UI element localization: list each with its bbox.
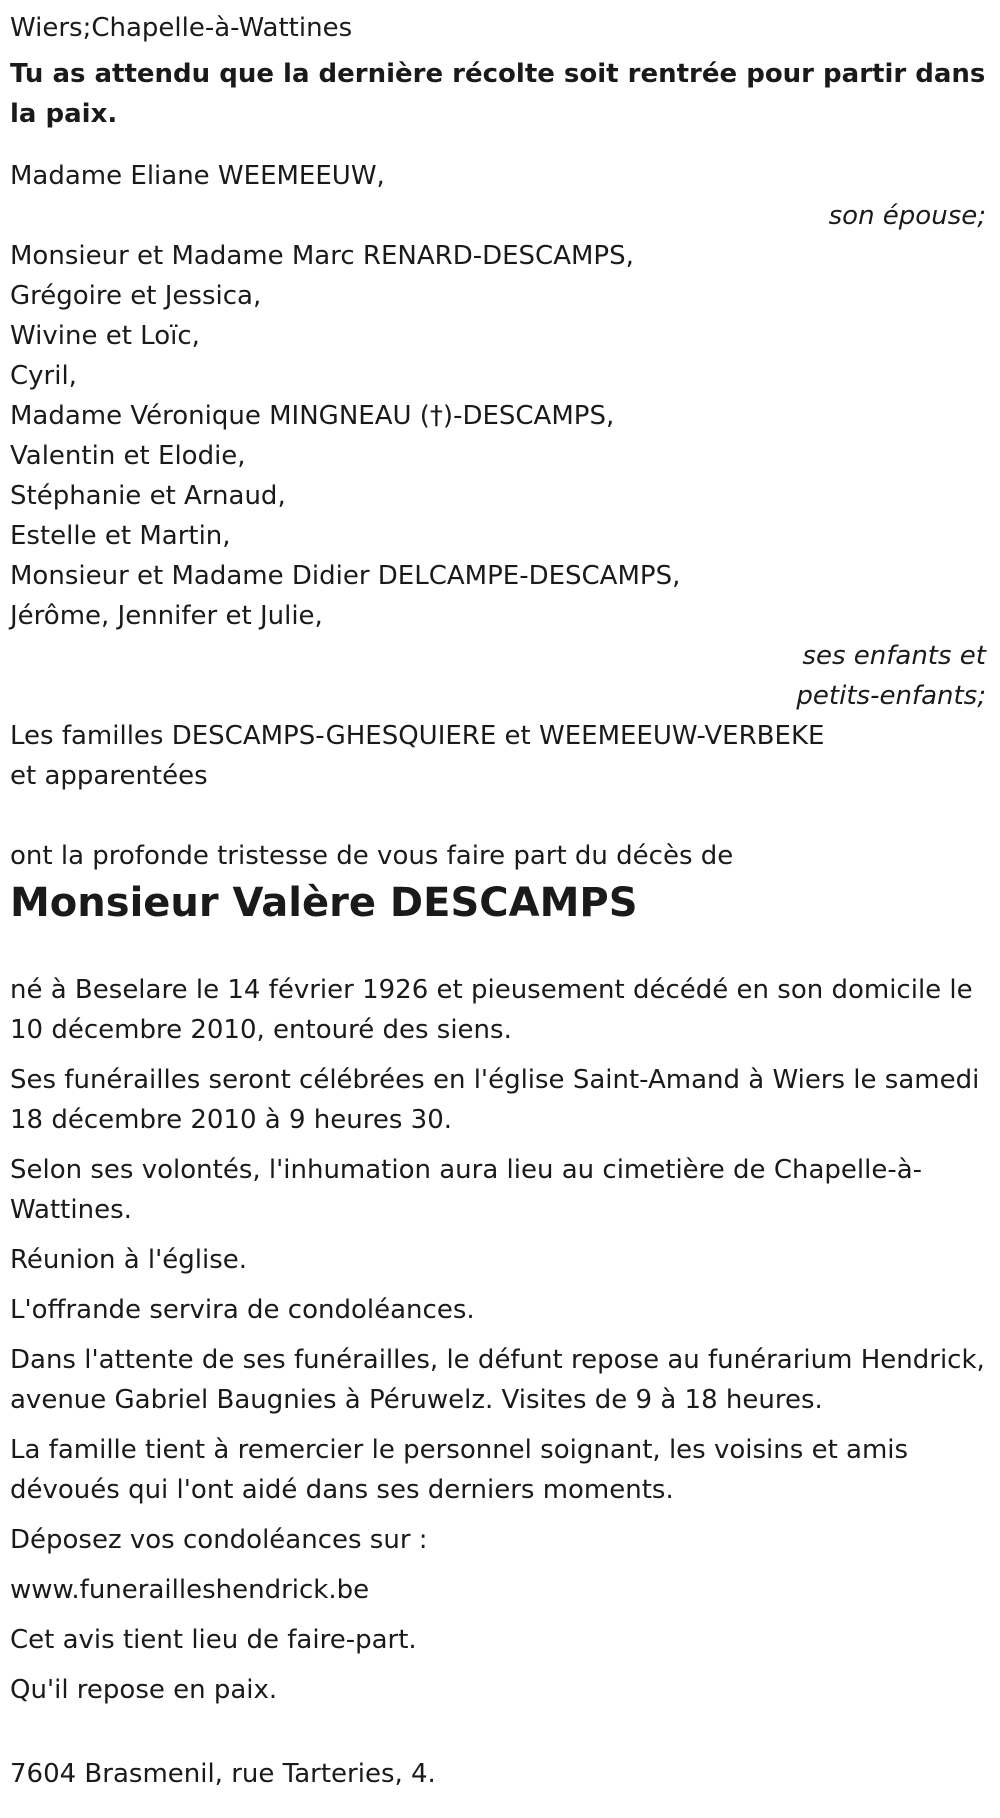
families-block (10, 716, 990, 796)
detail-paragraph: Déposez vos condoléances sur : (10, 1525, 428, 1555)
children-relation-line1: ses enfants et (802, 641, 986, 671)
children-relation-line2: petits-enfants; (796, 681, 986, 711)
epigraph: Tu as attendu que la dernière récolte soit rentrée pour partir dans la paix. (10, 59, 986, 129)
announcement: ont la profonde tristesse de vous faire part du décès de (10, 841, 734, 871)
families-line: Les familles DESCAMPS-GHESQUIERE et WEEMEEUW-VERBEKE (10, 721, 825, 751)
family-member-line: Stéphanie et Arnaud, (10, 481, 286, 511)
family-member-line: Madame Véronique MINGNEAU (†)-DESCAMPS, (10, 401, 615, 431)
detail-paragraph: L'offrande servira de condoléances. (10, 1295, 475, 1325)
detail-paragraph: Ses funérailles seront célébrées en l'église Saint-Amand à Wiers le samedi 18 décembre 2010 à 9 heures 30. (10, 1065, 980, 1135)
spouse-name: Madame Eliane WEEMEEUW, (10, 161, 385, 191)
family-member-line: Monsieur et Madame Didier DELCAMPE-DESCAMPS, (10, 561, 681, 591)
detail-paragraph: La famille tient à remercier le personnel soignant, les voisins et amis dévoués qui l'ont aidé dans ses derniers moments. (10, 1435, 909, 1505)
location-header: Wiers;Chapelle-à-Wattines (10, 13, 353, 43)
family-member-line: Monsieur et Madame Marc RENARD-DESCAMPS, (10, 241, 634, 271)
family-member-line: Valentin et Elodie, (10, 441, 246, 471)
detail-paragraph: Dans l'attente de ses funérailles, le défunt repose au funérarium Hendrick, avenue Gabriel Baugnies à Péruwelz. Visites de 9 à 18 heures. (10, 1345, 985, 1415)
family-member-line: Grégoire et Jessica, (10, 281, 262, 311)
detail-paragraph: Réunion à l'église. (10, 1245, 248, 1275)
detail-paragraph: né à Beselare le 14 février 1926 et pieusement décédé en son domicile le 10 décembre 2010, entouré des siens. (10, 975, 973, 1045)
address: 7604 Brasmenil, rue Tarteries, 4. (10, 1759, 436, 1789)
detail-paragraph: Selon ses volontés, l'inhumation aura lieu au cimetière de Chapelle-à-Wattines. (10, 1155, 923, 1225)
family-member-line: Cyril, (10, 361, 77, 391)
detail-paragraph: Qu'il repose en paix. (10, 1675, 278, 1705)
spouse-block (10, 156, 990, 236)
family-member-line: Jérôme, Jennifer et Julie, (10, 601, 323, 631)
families-line: et apparentées (10, 761, 208, 791)
website-link[interactable]: www.funerailleshendrick.be (10, 1575, 370, 1605)
detail-paragraph: Cet avis tient lieu de faire-part. (10, 1625, 417, 1655)
family-member-line: Estelle et Martin, (10, 521, 231, 551)
details-block (10, 970, 990, 1710)
children-block (10, 236, 990, 716)
spouse-relation: son épouse; (828, 201, 986, 231)
family-member-line: Wivine et Loïc, (10, 321, 200, 351)
deceased-name: Monsieur Valère DESCAMPS (10, 880, 638, 926)
